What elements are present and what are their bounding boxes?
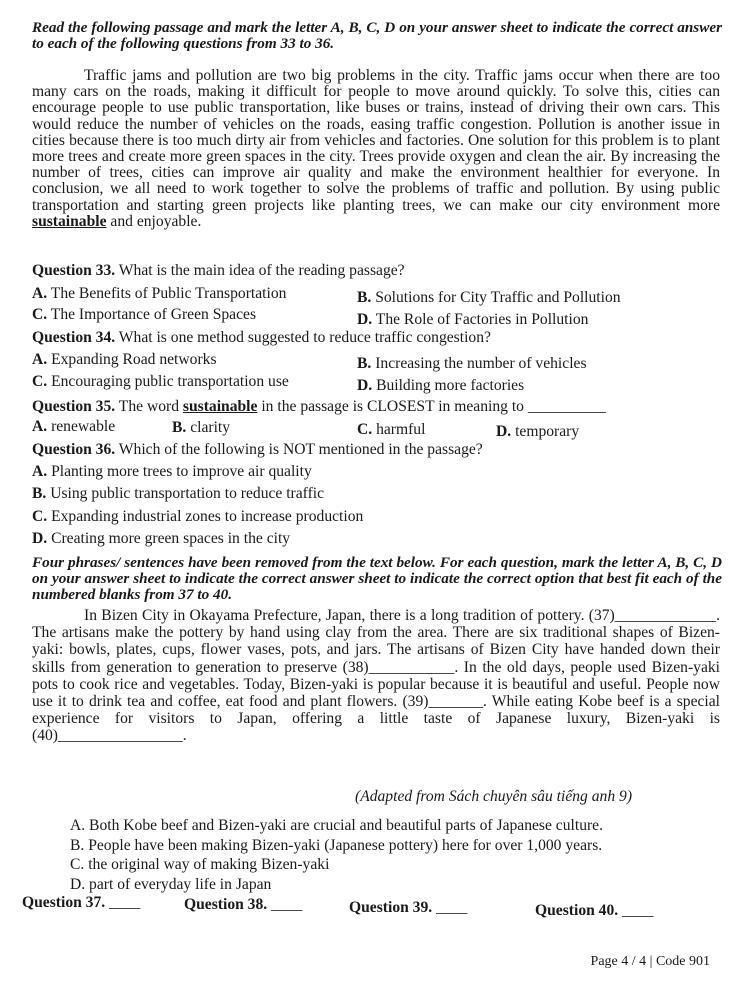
question-35-blank: __________ [527, 398, 606, 415]
question-34 [32, 329, 491, 347]
question-34-text: What is one method suggested to reduce traffic congestion? [115, 329, 491, 346]
q35-option-d[interactable]: D. temporary [496, 423, 580, 440]
q33-option-b[interactable]: B. Solutions for City Traffic and Pollution [357, 289, 621, 306]
q35-option-c[interactable]: C. harmful [357, 421, 426, 438]
option-37-40-c: C. the original way of making Bizen-yaki [70, 856, 330, 873]
passage-bizen: In Bizen City in Okayama Prefecture, Japan, there is a long tradition of pottery. (37)_____________. The artisans make the pottery by hand using clay from the area. There are six traditional shapes of Bizen-yaki: bowls, plates, cups, flower vases, pots, and jars. The artisans of Bizen City have handed down their skills from generation to generation to preserve (38)___________. In the old days, people used Bizen-yaki pots to cook rice and vegetables. Today, Bizen-yaki is popular because it is beautiful and useful. People now use it to drink tea and coffee, eat food and plant flowers. (39)_______. While eating Kobe beef is a special experience for visitors to Japan, offering a little taste of Japanese luxury, Bizen-yaki is (40)________________. [32, 607, 720, 745]
source-citation: (Adapted from Sách chuyên sâu tiếng anh 9) [355, 788, 633, 805]
q34-option-d[interactable]: D. Building more factories [357, 377, 525, 394]
q35-option-b[interactable]: B. clarity [172, 419, 231, 436]
instruction-37-40: Four phrases/ sentences have been removed from the text below. For each question, mark the letter A, B, C, D on your answer sheet to indicate the correct answer sheet to indicate the correct option that best fit each of the numbered blanks from 37 to 40. [32, 554, 722, 603]
q33-option-d[interactable]: D. The Role of Factories in Pollution [357, 311, 589, 328]
q33-option-c[interactable]: C. The Importance of Green Spaces [32, 306, 257, 323]
question-36-label: Question 36. [32, 441, 116, 458]
page-footer: Page 4 / 4 | Code 901 [590, 954, 710, 969]
answer-38[interactable]: Question 38. ____ [184, 896, 303, 913]
question-34-label: Question 34. [32, 329, 116, 346]
answer-39[interactable]: Question 39. ____ [349, 899, 468, 916]
q36-option-c[interactable]: C. Expanding industrial zones to increase production [32, 508, 364, 525]
option-37-40-a: A. Both Kobe beef and Bizen-yaki are crucial and beautiful parts of Japanese culture. [70, 817, 604, 834]
passage-text-start: Traffic jams and pollution are two big problems in the city. Traffic jams occur when there are too many cars on the roads, making it difficult for people to move around quickly. To solve this, cities can encourage people to use public transportation, like buses or trains, instead of driving their own cars. This would reduce the number of vehicles on the roads, easing traffic congestion. Pollution is another issue in cities because there is too much dirty air from vehicles and factories. One solution for this problem is to plant more trees and create more green spaces in the city. Trees provide oxygen and clean the air. By increasing the number of trees, cities can improve air quality and make the environment healthier for everyone. In conclusion, we all need to work together to solve the problems of traffic and pollution. By using public transportation and starting green projects like planting trees, we can make our city environment more [32, 67, 720, 214]
question-36-text: Which of the following is NOT mentioned in the passage? [115, 441, 483, 458]
passage-traffic [32, 68, 720, 230]
q34-option-a[interactable]: A. Expanding Road networks [32, 351, 217, 368]
q35-option-a[interactable]: A. renewable [32, 418, 116, 435]
question-33 [32, 262, 405, 280]
answer-37[interactable]: Question 37. ____ [22, 894, 141, 911]
passage-keyword: sustainable [32, 212, 107, 230]
question-35-keyword: sustainable [182, 398, 258, 415]
instruction-33-36: Read the following passage and mark the letter A, B, C, D on your answer sheet to indicate the correct answer to each of the following questions from 33 to 36. [32, 19, 722, 52]
question-33-text: What is the main idea of the reading passage? [115, 262, 405, 279]
question-35-label: Question 35. [32, 398, 116, 415]
q36-option-d[interactable]: D. Creating more green spaces in the city [32, 530, 291, 547]
q33-option-a[interactable]: A. The Benefits of Public Transportation [32, 285, 287, 302]
q34-option-b[interactable]: B. Increasing the number of vehicles [357, 355, 587, 372]
question-33-label: Question 33. [32, 262, 116, 279]
q36-option-b[interactable]: B. Using public transportation to reduce traffic [32, 485, 325, 502]
answer-40[interactable]: Question 40. ____ [535, 902, 654, 919]
q34-option-c[interactable]: C. Encouraging public transportation use [32, 373, 289, 390]
question-35: Question 35. The word sustainable in the passage is CLOSEST in meaning to __________ [32, 398, 606, 415]
question-36 [32, 441, 483, 459]
option-37-40-b: B. People have been making Bizen-yaki (Japanese pottery) here for over 1,000 years. [70, 837, 603, 854]
option-37-40-d: D. part of everyday life in Japan [70, 876, 272, 893]
passage-text-end: and enjoyable. [106, 212, 202, 230]
q36-option-a[interactable]: A. Planting more trees to improve air quality [32, 463, 312, 480]
